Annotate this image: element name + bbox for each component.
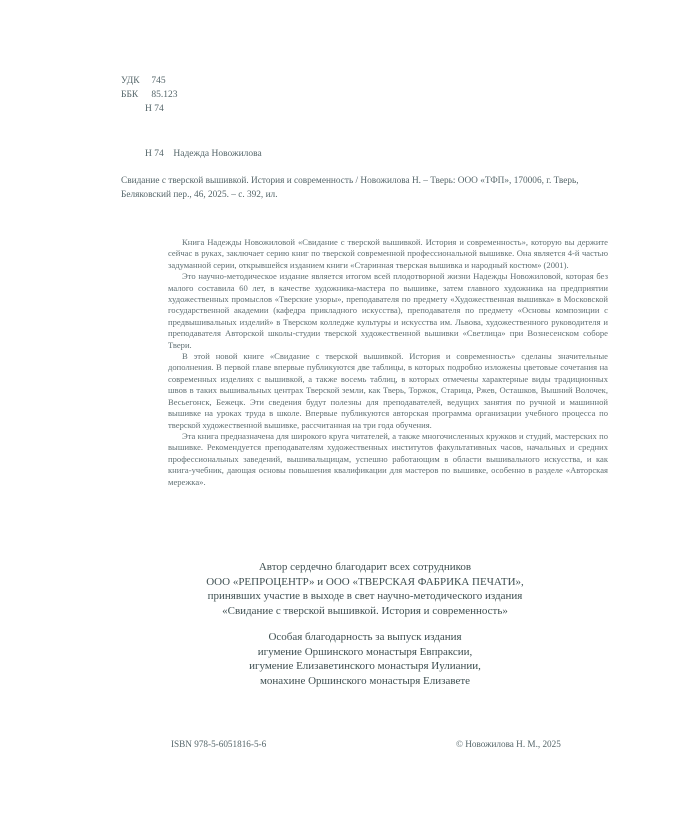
annotation-paragraph: Книга Надежды Новожиловой «Свидание с тверской вышивкой. История и современность», которую вы держите сейчас в руках, заключает серию книг по тверской современной профессиональной вышивке. Она является 4-й частью задуманной серии, открывшейся изданием книги «Старинная тверская вышивка и народный костюм» (2001). — [168, 237, 608, 270]
ack-line: Особая благодарность за выпуск издания — [268, 631, 462, 643]
classification-block — [121, 74, 178, 116]
ack-line: Автор сердечно благодарит всех сотрудников — [258, 561, 472, 573]
bbk-row — [121, 88, 178, 102]
author-sign: Н 74 — [145, 104, 164, 114]
ack-line: игумение Оршинского монастыря Евпраксии, — [257, 645, 473, 658]
acknowledgements — [140, 560, 590, 700]
annotation-paragraph: В этой новой книге «Свидание с тверской вышивкой. История и современность» сделаны значительные дополнения. В первой главе впервые публикуются две таблицы, в которых подробно изложены цветовые сочетания на современных изделиях с вышивкой, а также восемь таблиц, в которых отмечены характерные виды традиционных швов в таких вышивальных центрах Тверской земли, как Тверь, Торжок, Старица, Ржев, Осташков, Вышний Волочек, Весьегонск, Бежецк. Эти сведения будут полезны для преподавателей, ведущих занятия по ручной и машинной вышивке на уроках труда в школе. Впервые публикуются авторская программа организации учебного процесса по тверской художественной вышивке, рассчитанная на три года обучения. — [168, 351, 608, 430]
bibliographic-record: Свидание с тверской вышивкой. История и современность / Новожилова Н. – Тверь: ООО «ТФП», 170006, г. Тверь, Беляковский пер., 46, 2025. – с. 392, ил. — [121, 176, 579, 200]
author-name: Надежда Новожилова — [173, 149, 262, 159]
ack-line: принявших участие в выходе в свет научно-методического издания — [207, 590, 523, 602]
acknowledgements-staff — [140, 560, 590, 618]
isbn: ISBN 978-5-6051816-5-6 — [171, 739, 267, 749]
annotation-paragraph: Эта книга предназначена для широкого круга читателей, а также многочисленных кружков и студий, мастерских по вышивке. Рекомендуется преподавателям художественных институтов факультативных часов, начальных и средних профессиональных заведений, вышивальщицам, успешно работающим в области вышивального искусства, и как книга-учебник, дающая основы повышения квалификации для мастеров по вышивке, особенно в разделе «Авторская мережка». — [168, 430, 608, 487]
udk-label: УДК — [121, 76, 140, 86]
author-heading — [145, 149, 262, 159]
ack-line: «Свидание с тверской вышивкой. История и современность» — [222, 604, 508, 617]
acknowledgements-special — [140, 630, 590, 688]
udk-row — [121, 74, 178, 88]
ack-line: монахине Оршинского монастыря Елизавете — [259, 674, 471, 687]
annotation — [168, 237, 608, 488]
ack-line: игумение Елизаветинского монастыря Иулиании, — [249, 660, 481, 672]
author-code: Н 74 — [145, 149, 164, 159]
bbk-value: 85.123 — [151, 90, 178, 100]
copyright-notice: © Новожилова Н. М., 2025 — [456, 739, 561, 749]
annotation-paragraph: Это научно-методическое издание является итогом всей плодотворной жизни Надежды Новожиловой, которая без малого составила 60 лет, в качестве художника-мастера по вышивке, затем главного художника на предприятии художественных промыслов «Тверские узоры», преподавателя по предмету «Художественная вышивка» в Московской государственной академии (кафедра прикладного искусства), преподавателя по предмету «Основы композиции с предвышивальных изделий» в Тверском колледже культуры и искусства им. Львова, художественного руководителя и преподавателя Авторской школы-студии тверской художественной вышивки «Светлица» при Вознесенском соборе Твери. — [168, 271, 608, 350]
ack-line: ООО «РЕПРОЦЕНТР» и ООО «ТВЕРСКАЯ ФАБРИКА ПЕЧАТИ», — [206, 575, 524, 588]
udk-value: 745 — [151, 76, 166, 86]
bbk-label: ББК — [121, 90, 139, 100]
